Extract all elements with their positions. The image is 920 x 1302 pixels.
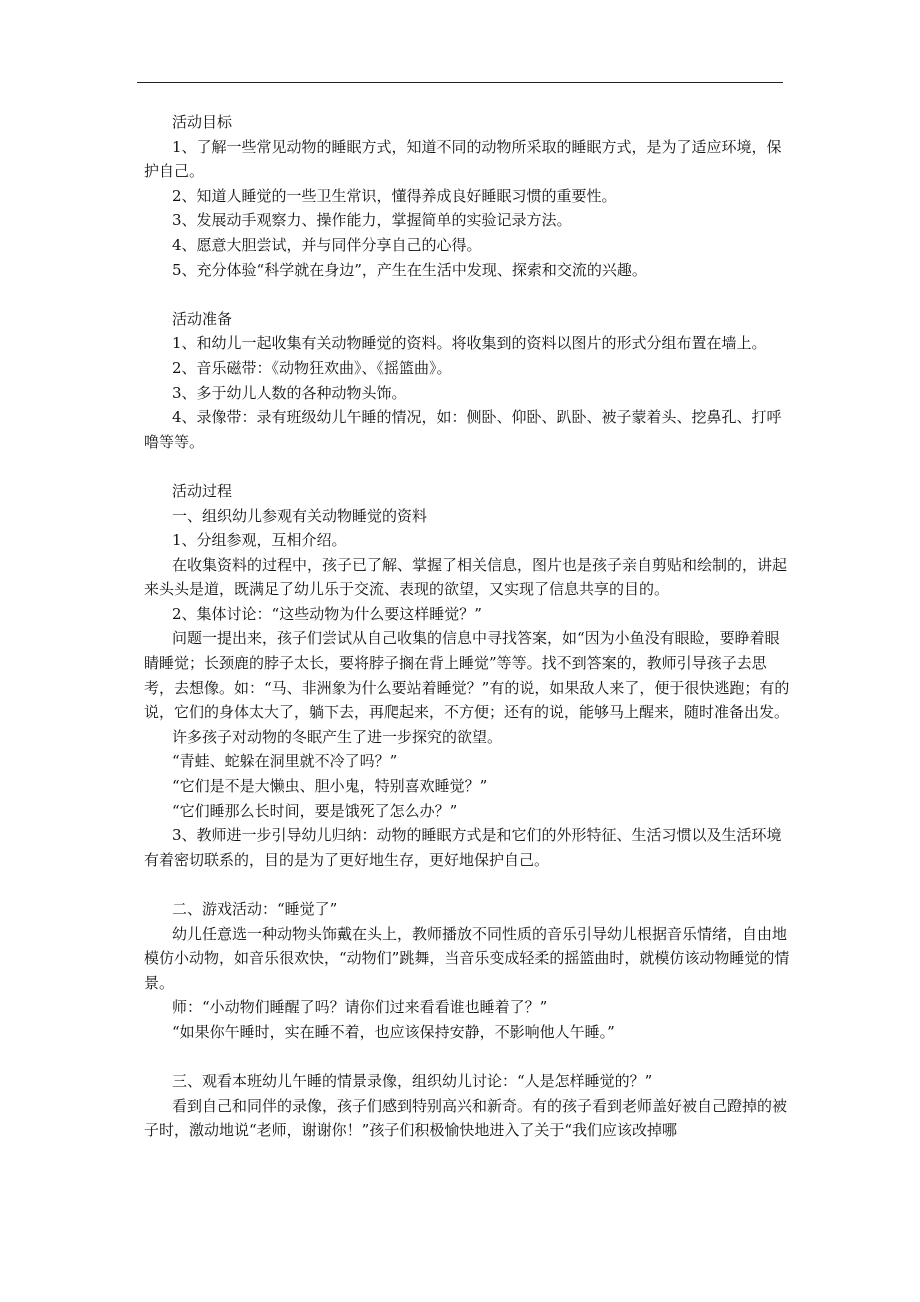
process-paragraph: 在收集资料的过程中，孩子已了解、掌握了相关信息，图片也是孩子亲自剪贴和绘制的，讲起来头头是道，既满足了幼儿乐于交流、表现的欲望，又实现了信息共享的目的。 [144,555,788,599]
process-paragraph: 师：“小动物们睡醒了吗？请你们过来看看谁也睡着了？” [172,998,548,1017]
section-title-goals: 活动目标 [172,113,233,131]
goal-item: 1、了解一些常见动物的睡眠方式，知道不同的动物所采取的睡眠方式，是为了适应环境，保护自己。 [144,137,782,181]
process-paragraph: 幼儿任意选一种动物头饰戴在头上，教师播放不同性质的音乐引导幼儿根据音乐情绪，自由地模仿小动物，如音乐很欢快，“动物们”跳舞，当音乐变成轻柔的摇篮曲时，就模仿该动物睡觉的情景。 [144,924,790,992]
section-title-prep: 活动准备 [172,309,233,328]
process-quote: “它们睡那么长时间，要是饿死了怎么办？” [172,801,458,820]
process-subheading: 一、组织幼儿参观有关动物睡觉的资料 [172,506,428,525]
prep-item: 2、音乐磁带：《动物狂欢曲》、《摇篮曲》。 [172,358,452,377]
process-quote: “如果你午睡时，实在睡不着，也应该保持安静，不影响他人午睡。” [172,1022,615,1041]
process-paragraph: 3、教师进一步引导幼儿归纳：动物的睡眠方式是和它们的外形特征、生活习惯以及生活环境有着密切联系的，目的是为了更好地生存，更好地保护自己。 [144,826,782,869]
process-paragraph: 问题一提出来，孩子们尝试从自己收集的信息中寻找答案，如“因为小鱼没有眼睑，要睁着眼睛睡觉；长颈鹿的脖子太长，要将脖子搁在背上睡觉”等等。找不到答案的，教师引导孩子去思考，去想像。如：“马、非洲象为什么要站着睡觉？”有的说，如果敌人来了，便于很快逃跑；有的说，它们的身体太大了，躺下去，再爬起来，不方便；还有的说，能够马上醒来，随时准备出发。 [144,629,790,722]
process-paragraph: 许多孩子对动物的冬眠产生了进一步探究的欲望。 [172,727,503,746]
goal-item: 5、充分体验“科学就在身边”，产生在生活中发现、探索和交流的兴趣。 [172,260,647,279]
process-paragraph: 看到自己和同伴的录像，孩子们感到特别高兴和新奇。有的孩子看到老师盖好被自己蹬掉的被子时，激动地说“老师，谢谢你！”孩子们积极愉快地进入了关于“我们应该改掉哪 [144,1096,788,1140]
section-title-process: 活动过程 [172,481,233,500]
process-paragraph: 2、集体讨论：“这些动物为什么要这样睡觉？” [172,604,482,623]
goal-item: 2、知道人睡觉的一些卫生常识，懂得养成良好睡眠习惯的重要性。 [172,186,617,205]
document-body [144,110,790,1143]
process-subheading: 三、观看本班幼儿午睡的情景录像，组织幼儿讨论：“人是怎样睡觉的？” [172,1072,653,1091]
process-quote: “青蛙、蛇躲在洞里就不冷了吗？” [172,752,398,771]
prep-item: 4、录像带：录有班级幼儿午睡的情况，如：侧卧、仰卧、趴卧、被子蒙着头、挖鼻孔、打呼噜等等。 [144,408,782,451]
goal-item: 3、发展动手观察力、操作能力，掌握简单的实验记录方法。 [172,211,572,230]
goal-item: 4、愿意大胆尝试，并与同伴分享自己的心得。 [172,235,482,254]
process-paragraph: 1、分组参观，互相介绍。 [172,531,347,550]
process-quote: “它们是不是大懒虫、胆小鬼，特别喜欢睡觉？” [172,777,488,796]
prep-item: 3、多于幼儿人数的各种动物头饰。 [172,383,407,402]
header-rule [137,82,783,83]
prep-item: 1、和幼儿一起收集有关动物睡觉的资料。将收集到的资料以图片的形式分组布置在墙上。 [172,334,767,353]
process-subheading: 二、游戏活动：“睡觉了” [172,900,338,918]
